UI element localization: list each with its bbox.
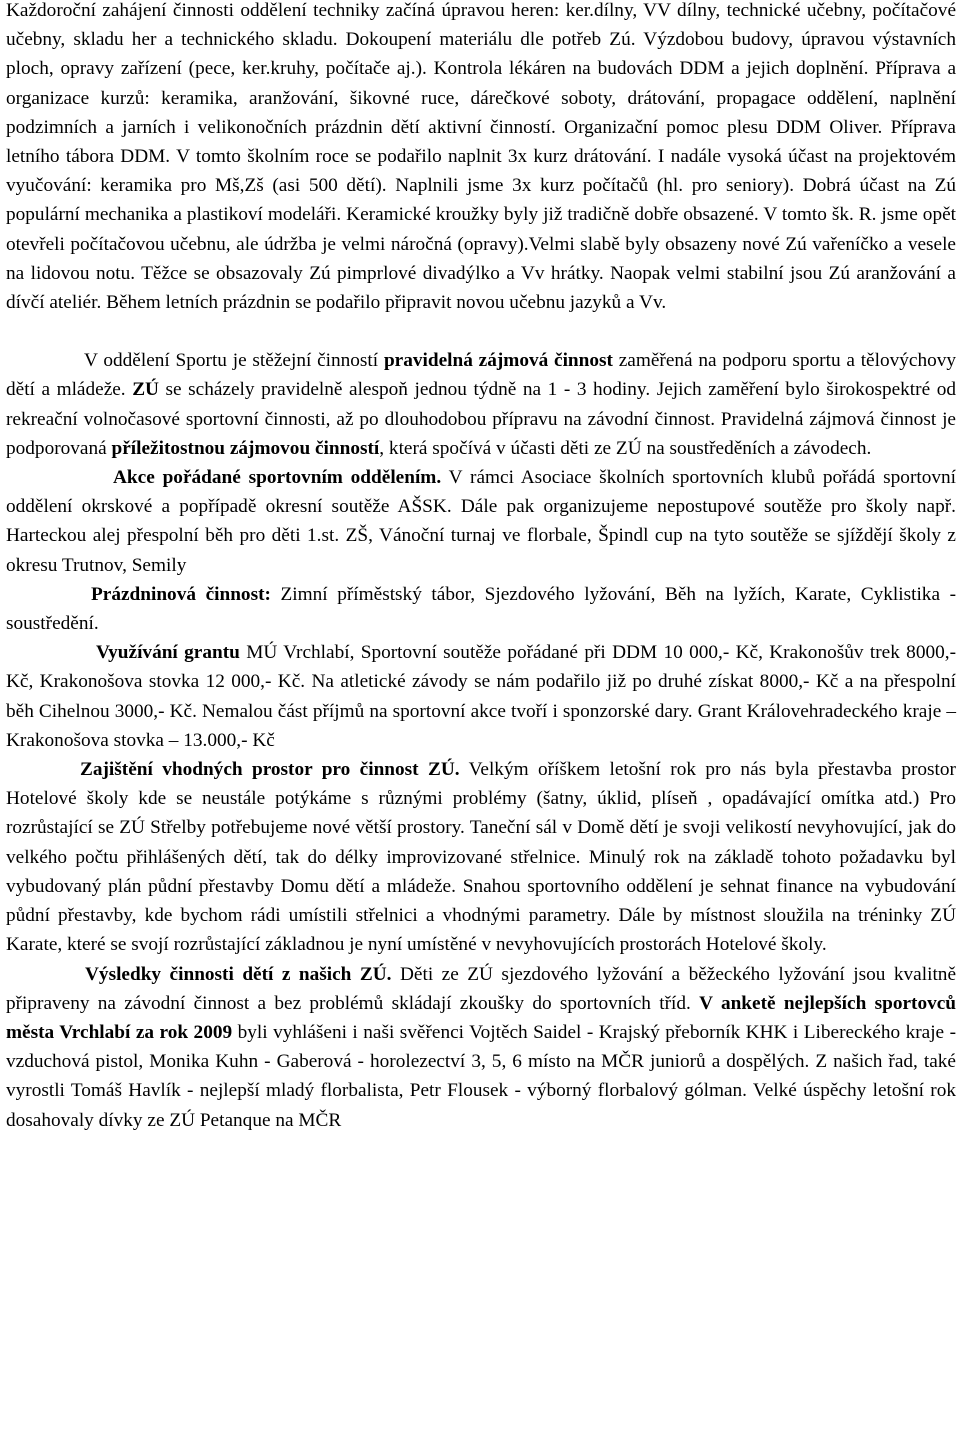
heading-holiday-activity: Prázdninová činnost: xyxy=(91,583,271,605)
heading-results: Výsledky činnosti dětí z našich ZÚ. xyxy=(85,963,392,985)
heading-grant-usage: Využívání grantu xyxy=(96,642,240,664)
bold-best-athletes-poll: V anketě nejlepších sportovců města Vrchlabí za rok 2009 xyxy=(6,992,957,1043)
heading-suitable-spaces: Zajištění vhodných prostor pro činnost ZÚ. xyxy=(80,759,460,781)
bold-zu: ZÚ xyxy=(132,379,159,401)
paragraph-sport-events: Akce pořádané sportovním oddělením. V rámci Asociace školních sportovních klubů pořádá sportovní oddělení okrskové a popřípadě okresní soutěže AŠSK. Dále pak organizujeme nepostupové soutěže pro školy např. Harteckou alej přespolní běh pro děti 1.st. ZŠ, Vánoční turnaj ve florbale, Špindl cup na tyto soutěže se sjíždějí školy z okresu Trutnov, Semily xyxy=(6,467,956,576)
paragraph-results: Výsledky činnosti dětí z našich ZÚ. Děti ze ZÚ sjezdového lyžování a běžeckého lyžování jsou kvalitně připraveny na závodní činnost a bez problémů skládají zkoušky do sportovních tříd. V anketě nejlepších sportovců města Vrchlabí za rok 2009 byli vyhlášeni i naši svěřenci Vojtěch Saidel - Krajský přeborník KHK i Libereckého kraje - vzduchová pistol, Monika Kuhn - Gaberová - horolezectví 3, 5, 6 místo na MČR juniorů a dospělých. Z našich řad, také vyrostli Tomáš Havlík - nejlepší mladý florbalista, Petr Flousek - výborný florbalový gólman. Velké úspěchy letošní rok dosahovaly dívky ze ZÚ Petanque na MČR xyxy=(6,963,957,1131)
paragraph-sport-department: V oddělení Sportu je stěžejní činností pravidelná zájmová činnost zaměřená na podporu sportu a tělovýchovy dětí a mládeže. ZÚ se scházely pravidelně alespoň jednou týdně na 1 - 3 hodiny. Jejich zaměření bylo širokospektré od rekreační volnočasové sportovní činnosti, až po dlouhodobou přípravu na závodní činnost. Pravidelná zájmová činnost je podporovaná příležitostnou zájmovou činností, která spočívá v účasti děti ze ZÚ na soustředěních a závodech. xyxy=(6,350,957,459)
paragraph-grant-usage: Využívání grantu MÚ Vrchlabí, Sportovní soutěže pořádané při DDM 10 000,- Kč, Krakonošův trek 8000,- Kč, Krakonošova stovka 12 000,- Kč. Na atletické závody se nám podařilo již po druhé získat 8000,- Kč a na přespolní běh Cihelnou 3000,- Kč. Nemalou část příjmů na sportovní akce tvoří i sponzorské dary. Grant Královehradeckého kraje – Krakonošova stovka – 13.000,- Kč xyxy=(6,642,956,751)
bold-regular-activity: pravidelná zájmová činnost xyxy=(383,350,613,372)
bold-occasional-activity: příležitostnou zájmovou činností xyxy=(111,437,380,459)
paragraph-suitable-spaces: Zajištění vhodných prostor pro činnost ZÚ. Velkým oříškem letošní rok pro nás byla přestavba prostor Hotelové školy kde se neustále potýkáme s různými problémy (šatny, úklid, plíseň , opadávající omítka atd.) Pro rozrůstající se ZÚ Střelby potřebujeme nové větší prostory. Taneční sál v Domě dětí je svoji velikostí nevyhovující, jak do velkého počtu přihlášených dětí, tak do délky improvizované střelnice. Minulý rok na základě tohoto požadavku byl vybudovaný plán půdní přestavby Domu dětí a mládeže. Snahou sportovního oddělení je sehnat finance na vybudování půdní přestavby, kde bychom rádi umístili střelnici a vhodnými parametry. Dále by místnost sloužila na tréninky ZÚ Karate, které se svojí rozrůstající základnou je nyní umístěné v nevyhovujících prostorách Hotelové školy. xyxy=(6,759,956,956)
heading-sport-events: Akce pořádané sportovním oddělením. xyxy=(113,467,442,489)
paragraph-gap xyxy=(6,317,960,346)
paragraph-holiday-activity: Prázdninová činnost: Zimní příměstský tábor, Sjezdového lyžování, Běh na lyžích, Karate, Cyklistika - soustředění. xyxy=(6,583,956,635)
paragraph-technology-department: Každoroční zahájení činnosti oddělení techniky začíná úpravou heren: ker.dílny, VV dílny, technické učebny, počítačové učebny, skladu her a technického skladu. Dokoupení materiálu dle potřeb Zú. Výzdobou budovy, úpravou výstavních ploch, opravy zařízení (pece, ker.kruhy, počítače aj.). Kontrola lékáren na budovách DDM a jejich doplnění. Příprava a organizace kurzů: keramika, aranžování, šikovné ruce, dárečkové soboty, drátování, propagace oddělení, naplnění podzimních a jarních i velikonočních prázdnin dětí aktivní činností. Organizační pomoc plesu DDM Oliver. Příprava letního tábora DDM. V tomto školním roce se podařilo naplnit 3x kurz drátování. I nadále vysoká účast na projektovém vyučování: keramika pro Mš,Zš (asi 500 dětí). Naplnili jsme 3x kurz počítačů (hl. pro seniory). Dobrá účast na Zú populární mechanika a plastikoví modeláři. Keramické kroužky byly již tradičně dobře obsazené. V tomto šk. R. jsme opět otevřeli počítačovou učebnu, ale údržba je velmi náročná (opravy).Velmi slabě byly obsazeny nové Zú vařeníčko a vesele na lidovou notu. Těžce se obsazovaly Zú pimprlové divadýlko a Vv hrátky. Naopak velmi stabilní jsou Zú aranžování a dívčí ateliér. Během letních prázdnin se podařilo připravit novou učebnu jazyků a Vv. xyxy=(6,0,956,314)
